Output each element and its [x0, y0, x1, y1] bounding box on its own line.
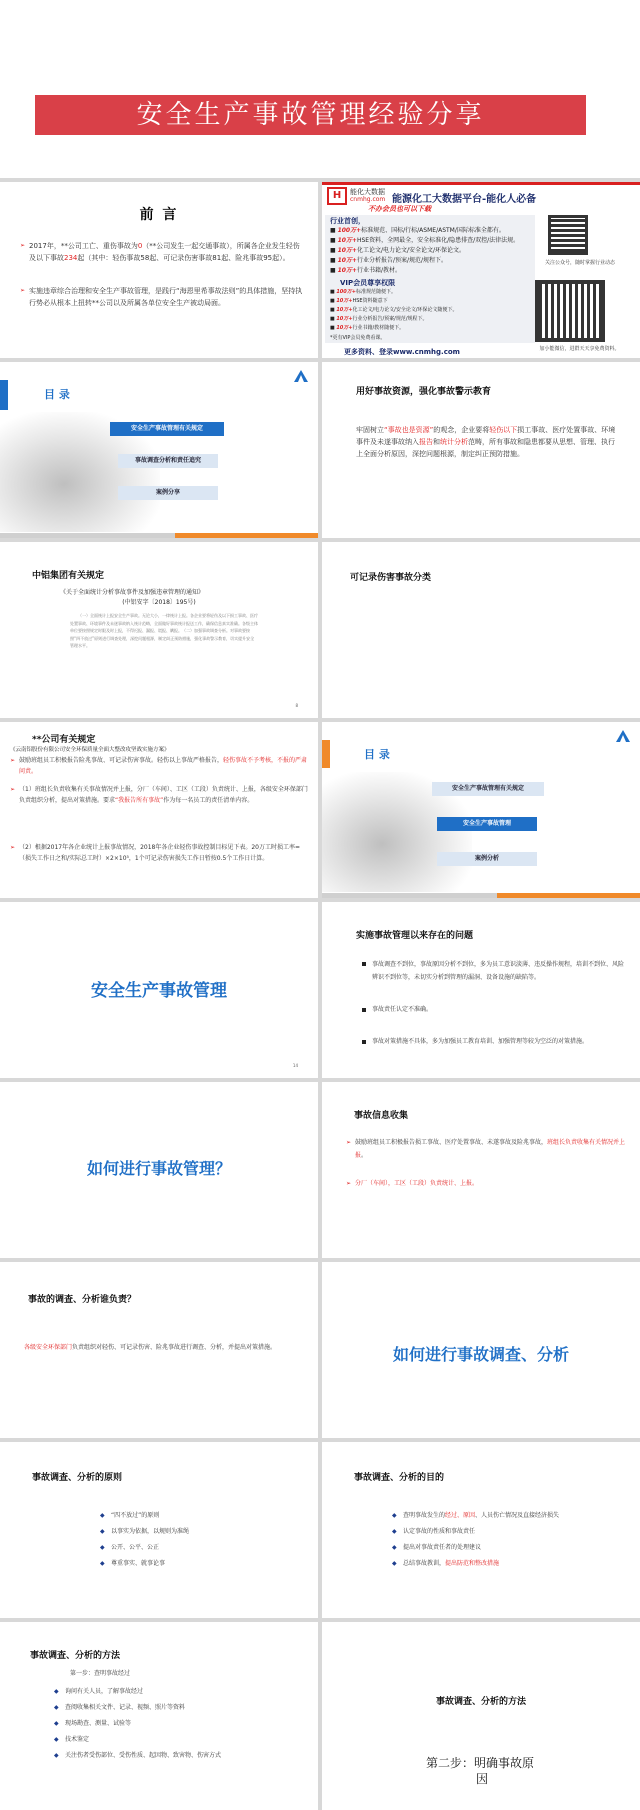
slide-accident-resource: [322, 362, 640, 538]
slide-who-responsible: [0, 1262, 318, 1438]
slide-section-accident-management: [0, 902, 318, 1078]
regulation-item-2: ➢ （1）班组长负责收集有关事故情况并上报，分厂（车间）、工区（工段）负责统计、上报，各级安全环保部门负责组织分析，提出对策措施。要求“我报告所有事故”作为每一名员工的责任清单内容。: [10, 784, 310, 806]
toc-accent-bar: [322, 740, 330, 768]
slide-title: 事故调查、分析的方法: [435, 1697, 526, 1707]
slide-how-investigate: [322, 1262, 640, 1438]
footer-bar: [322, 893, 640, 898]
ad-list-1-item: ■ 10万+行业分析报告/预案/规范/规程下。: [330, 257, 448, 264]
footer-bar: [0, 533, 318, 538]
toc-item-investigation[interactable]: 事故调查分析和责任追究: [118, 454, 218, 468]
toc-item-accident-management[interactable]: 安全生产事故管理: [437, 817, 537, 831]
slide-how-manage: [0, 1082, 318, 1258]
slide-toc-2: [322, 722, 640, 898]
collection-item-1: ➢ 鼓励班组员工积极报告损工事故、医疗处置事故、未遂事故及险兆事故，班组长负责收集有关情况并上报。: [346, 1136, 630, 1162]
company-logo-icon: [294, 370, 308, 382]
ad-list-1-item: ■ 10万+HSE资料，全网最全，安全标准化/隐患排查/双控/法律法规。: [330, 237, 520, 244]
section-title: 如何进行事故管理？: [86, 1159, 231, 1178]
ad-list-2-item: ■ 10万+行业书籍/教材随便下。: [330, 325, 405, 331]
more-link[interactable]: 更多资料、登录www.cnmhg.com: [344, 348, 460, 356]
slide-body: 各级安全环保部门负责组织对轻伤、可记录伤害、险兆事故进行调查、分析，并提出对策措施。: [24, 1344, 277, 1351]
doc-title: 《关于全面统计分析事故事件及加强违章管理的通知》: [60, 589, 205, 596]
preface-title: 前 言: [139, 207, 179, 223]
vip-note: *更有VIP会员免费看课。: [330, 335, 386, 341]
slide-platform-ad: [322, 182, 640, 358]
toc-item-case-analysis[interactable]: 案例分析: [437, 852, 537, 866]
collection-item-2: ➢ 分厂（车间），工区（工段）负责统计、上报。: [346, 1178, 630, 1190]
ad-subheadline: 不办会员也可以下载: [368, 205, 431, 213]
ad-section-2-title: VIP会员尊享权限: [340, 279, 396, 287]
qr-1-caption: 关注公众号，随时掌握行业动态: [544, 260, 615, 266]
slide-purposes: [322, 1442, 640, 1618]
brand-name: 能化大数据: [350, 188, 385, 196]
slide-title: 中铝集团有关规定: [32, 571, 105, 581]
slide-group-regulations: [0, 542, 318, 718]
slide-title: 实施事故管理以来存在的问题: [356, 931, 474, 941]
step-label-line-2: 因: [476, 1772, 489, 1786]
ad-list-2-item: ■ 10万+行业分析报告/预案/规范/规程下。: [330, 316, 428, 322]
qr-code-1: [548, 215, 588, 255]
section-title: 安全生产事故管理: [91, 981, 227, 1001]
toc-accent-bar: [0, 380, 8, 410]
slide-methods-step1: [0, 1622, 318, 1810]
principle-item: ◆ 以事实为依据，以规则为准绳: [100, 1526, 189, 1538]
method-item: ◆ 查阅收集相关文件、记录、视频、照片等资料: [54, 1702, 185, 1714]
ad-headline: 能源化工大数据平台-能化人必备: [392, 194, 537, 205]
ad-list-1: [330, 226, 535, 276]
toc-item-cases[interactable]: 案例分享: [118, 486, 218, 500]
method-item: ◆ 询问有关人员，了解事故经过: [54, 1686, 143, 1698]
regulation-item-1: ➢ 鼓励班组员工积极报告险兆事故、可记录伤害事故。轻伤以上事故严格报告，轻伤事故不予考核，不报的严肃问责。: [10, 755, 310, 777]
slide-principles: [0, 1442, 318, 1618]
slide-title: **公司有关规定: [32, 735, 96, 745]
qr-code-2: [535, 280, 605, 342]
page-number: 14: [292, 1063, 298, 1068]
step-label-line-1: 第二步：明确事故原: [426, 1756, 535, 1770]
ad-list-1-item: ■ 10万+化工论文/电力论文/安全论文/环保论文。: [330, 247, 466, 254]
purpose-item: ◆ 认定事故的性质和事故责任: [392, 1526, 475, 1538]
title-text: 安全生产事故管理经验分享: [136, 100, 485, 130]
slide-toc-1: [0, 362, 318, 538]
qr-2-caption: 加小能微信，进群天天享免费资料。: [539, 346, 620, 352]
slide-subtitle: 《云南铝股份有限公司安全环保质量全面大整改攻坚战实施方案》: [10, 747, 170, 753]
toc-heading: 目 录: [44, 388, 70, 401]
doc-body: （一）全面统计上报安全生产事故。无论大小，一律统计上报。各企业要将轻伤及以下损工事故、医疗处置事故、环境事件及未遂事故纳入统计范畴，全面做好事故统计报送工作，确保信息真实准确。各级主体单位要按照规定时限及时上报，不得迟报、漏报、谎报、瞒报。（二）加强事故调查分析。对事故要按照“四不放过”原则进行调查处理，深挖问题根源，制定纠正预防措施，强化事故警示教育，切实提升安全管理水平。: [70, 613, 258, 648]
ad-list-1-item: ■ 100万+标准规范、国标/行标/ASME/ASTM/国际标准全都有。: [330, 227, 505, 234]
brand-url[interactable]: cnmhg.com: [350, 196, 386, 203]
toc-item-regulations[interactable]: 安全生产事故管理有关规定: [110, 422, 224, 436]
page-number: 8: [295, 703, 298, 708]
slide-title: 事故调查、分析的方法: [30, 1651, 121, 1661]
slide-preface: [0, 182, 318, 358]
preface-paragraph-1: ➢ 2017年，**公司工亡、重伤事故为0（**公司发生一起交通事故），所属各企业发生轻伤及以下事故234起（其中：轻伤事故58起、可记录伤害事故81起、险兆事故95起）。: [20, 240, 304, 264]
slide-title: [0, 0, 640, 178]
slide-info-collection: [322, 1082, 640, 1258]
company-logo-icon: [616, 730, 630, 742]
brand-logo: H: [327, 187, 347, 205]
problem-item: 事故对策措施不具体，多为加强员工教育培训、加强管理等较为空泛的对策措施。: [362, 1036, 626, 1048]
ad-list-1-item: ■ 10万+行业书籍/教材。: [330, 267, 401, 274]
ad-list-2-item: ■ 10万+化工论文/电力论文/安全论文/环保论文随便下。: [330, 307, 458, 313]
slide-existing-problems: [322, 902, 640, 1078]
doc-number: (中铝安字〔2018〕195号): [122, 599, 196, 606]
section-title: 如何进行事故调查、分析: [392, 1345, 569, 1364]
slide-body: 牢固树立“事故也是资源”的观念，企业要将轻伤以下损工事故、医疗处置事故、环境事件及未遂事故纳入报告和统计分析范畴，所有事故和隐患都要从思想、管理、执行上全面分析原因，深挖问题根源，制定纠正预防措施。: [356, 426, 616, 458]
purpose-item: ◆ 总结事故教训，提出防范和整改措施: [392, 1558, 499, 1570]
toc-item-regulations[interactable]: 安全生产事故管理有关规定: [432, 782, 544, 796]
purpose-item: ◆ 查明事故发生的经过、原因、人员伤亡情况及直接经济损失: [392, 1510, 559, 1522]
principle-item: ◆ 公开、公平、公正: [100, 1542, 159, 1554]
regulation-item-3: ➢ （2）根据2017年各企业统计上报事故情况，2018年各企业轻伤事故控制目标见下表。20万工时损工率=（损失工作日之和/实际总工时）×2×10⁵，1个可记录伤害损失工作日暂按0.5个工作日计算。: [10, 842, 310, 864]
slide-title: 可记录伤害事故分类: [350, 573, 432, 583]
step-label: 第一步：查明事故经过: [70, 1670, 131, 1677]
problem-item: 事故责任认定不准确。: [362, 1004, 626, 1016]
ad-list-2: [330, 288, 535, 333]
principle-item: ◆ 尊重事实、就事论事: [100, 1558, 165, 1570]
ad-list-2-item: ■ 10万+HSE资料随意下: [330, 298, 388, 304]
slide-title: 事故的调查、分析谁负责？: [28, 1295, 137, 1305]
preface-paragraph-2: ➢ 实施违章综合治理和安全生产事故管理，是践行“海恩里希事故法则”的具体措施，坚持执行势必从根本上扭转**公司以及所属各单位安全生产被动局面。: [20, 285, 304, 309]
ad-section-1-title: 行业首创，: [330, 217, 365, 225]
slide-company-regulations: [0, 722, 318, 898]
method-item: ◆ 关注伤者受伤部位、受伤性质、起因物、致害物、伤害方式: [54, 1750, 221, 1762]
slide-title: 事故调查、分析的原则: [32, 1473, 123, 1483]
slide-title: 事故信息收集: [354, 1111, 409, 1121]
slide-recordable-injury: [322, 542, 640, 718]
slide-methods-step2: [322, 1622, 640, 1810]
slide-title: 用好事故资源，强化事故警示教育: [356, 387, 492, 397]
ad-list-2-item: ■ 100万+标准规范随便下。: [330, 289, 396, 295]
purpose-item: ◆ 提出对事故责任者的处理建议: [392, 1542, 481, 1554]
principle-item: ◆ “四不放过”的原则: [100, 1510, 159, 1522]
method-item: ◆ 技术鉴定: [54, 1734, 89, 1746]
problem-item: 事故调查不到位，事故原因分析不到位，多为员工意识淡薄、违反操作规程，培训不到位、风险辨识不到位等，未切实分析到管理的漏洞、设备设施的缺陷等。: [362, 958, 626, 984]
slide-title: 事故调查、分析的目的: [354, 1473, 445, 1483]
toc-heading: 目 录: [364, 748, 390, 761]
method-item: ◆ 现场勘查、测量、试验等: [54, 1718, 131, 1730]
